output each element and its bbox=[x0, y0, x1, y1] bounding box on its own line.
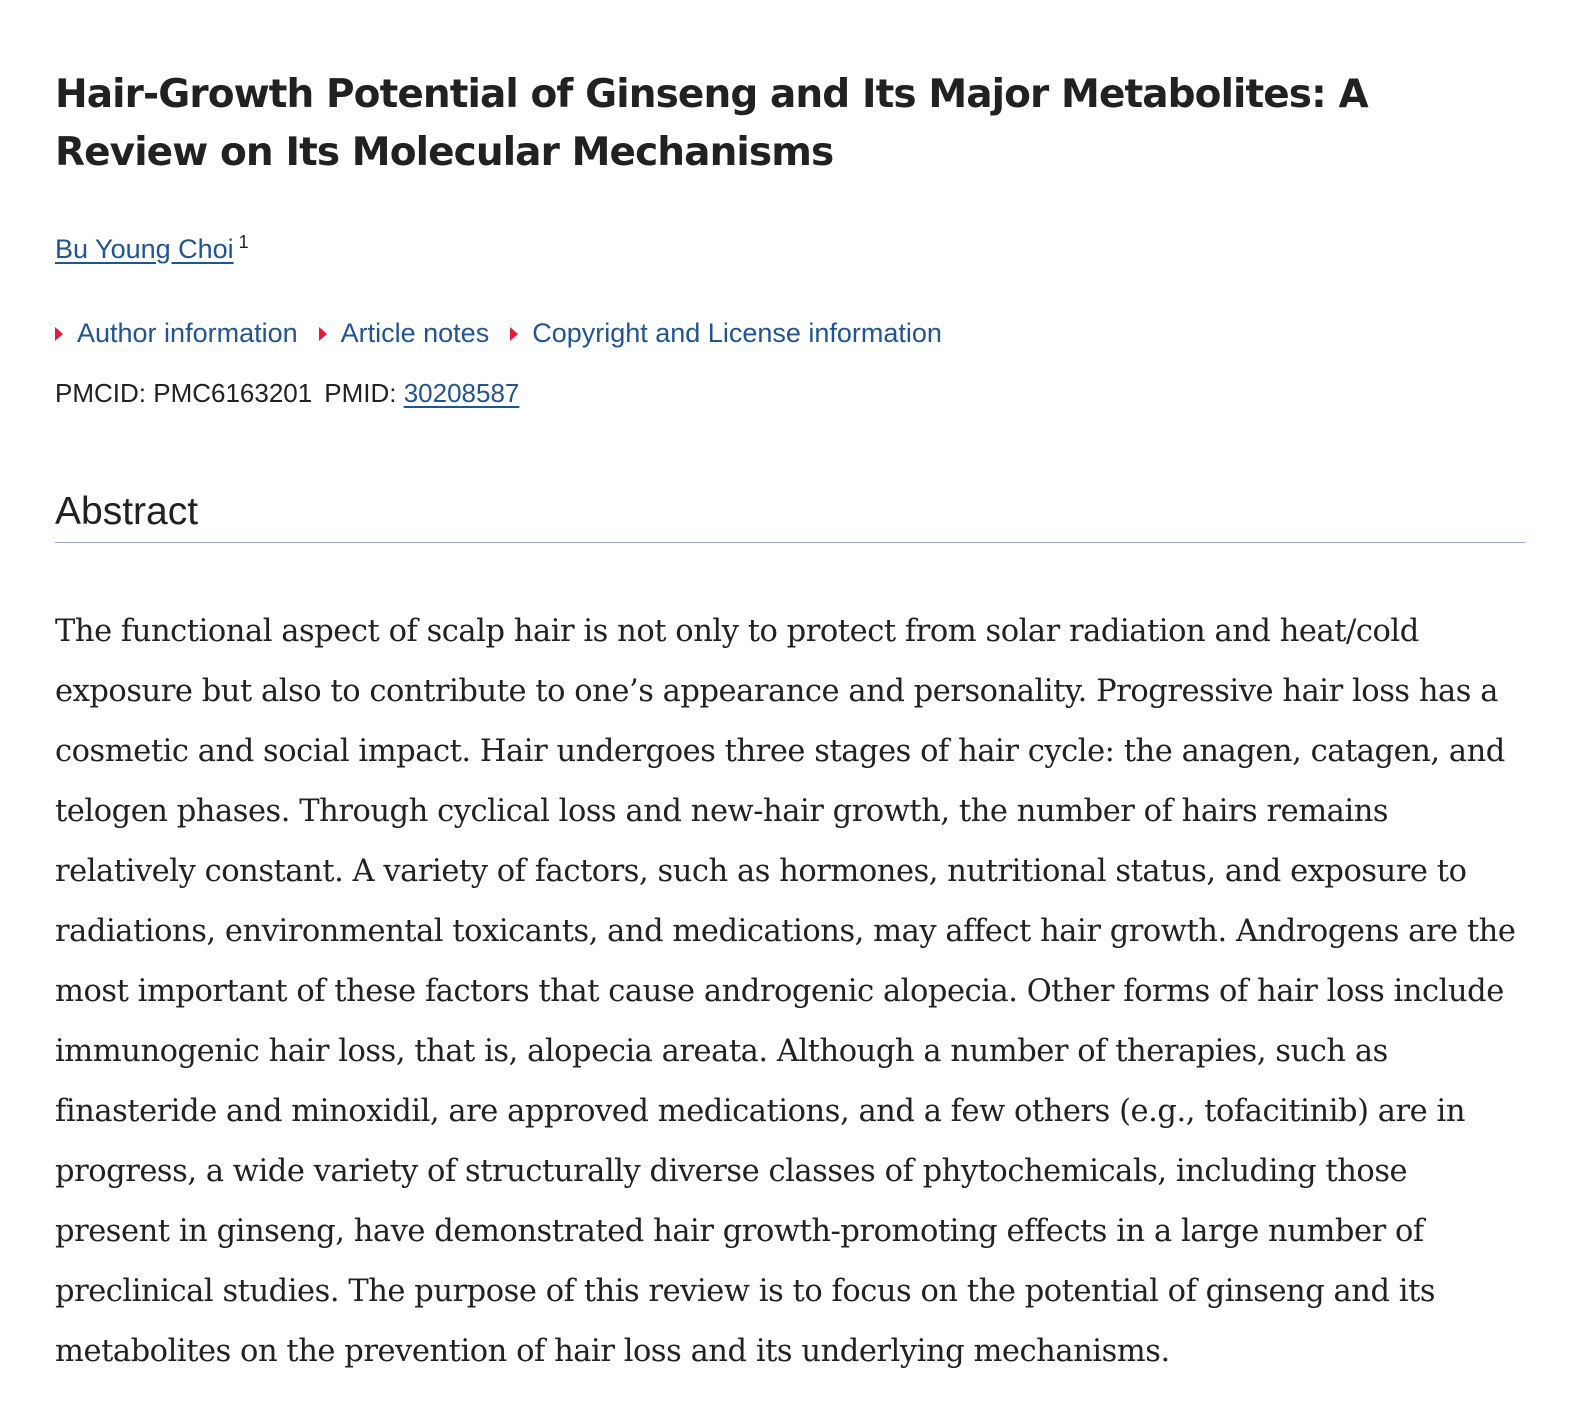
caret-right-icon bbox=[319, 327, 327, 341]
copyright-license-label: Copyright and License information bbox=[532, 318, 942, 348]
abstract-heading: Abstract bbox=[55, 490, 199, 533]
author-list bbox=[55, 222, 249, 269]
article-notes-toggle[interactable] bbox=[319, 314, 490, 352]
article-info-links bbox=[55, 314, 963, 352]
affiliation-marker: 1 bbox=[238, 232, 249, 252]
article-identifiers bbox=[55, 374, 519, 412]
article-notes-label: Article notes bbox=[340, 318, 490, 348]
pmcid-label: PMCID: bbox=[55, 378, 146, 408]
caret-right-icon bbox=[55, 327, 63, 341]
pmid-link[interactable]: 30208587 bbox=[403, 378, 520, 408]
pmid-label: PMID: bbox=[324, 378, 397, 408]
author-information-toggle[interactable] bbox=[55, 314, 298, 352]
copyright-license-toggle[interactable] bbox=[510, 314, 942, 352]
caret-right-icon bbox=[510, 327, 518, 341]
abstract-text: The functional aspect of scalp hair is not only to protect from solar radiation and heat/cold exposure but also to contribute to one’s appearance and personality. Progressive hair loss has a cosmetic and social impact. Hair undergoes three stages of hair cycle: the anagen, catagen, and telogen phases. Through cyclical loss and new-hair growth, the number of hairs remains relatively constant. A variety of factors, such as hormones, nutritional status, and exposure to radiations, environmental toxicants, and medications, may affect hair growth. Androgens are the most important of these factors that cause androgenic alopecia. Other forms of hair loss include immunogenic hair loss, that is, alopecia areata. Although a number of therapies, such as finasteride and minoxidil, are approved medications, and a few others (e.g., tofacitinib) are in progress, a wide variety of structurally diverse classes of phytochemicals, including those present in ginseng, have demonstrated hair growth-promoting effects in a large number of preclinical studies. The purpose of this review is to focus on the potential of ginseng and its metabolites on the prevention of hair loss and its underlying mechanisms. bbox=[55, 614, 1516, 1369]
pmcid-value: PMC6163201 bbox=[153, 378, 313, 408]
section-divider bbox=[55, 542, 1525, 543]
author-information-label: Author information bbox=[77, 318, 298, 348]
article-title: Hair-Growth Potential of Ginseng and Its Major Metabolites: A Review on Its Molecular Mechanisms bbox=[55, 72, 1368, 175]
author-link[interactable]: Bu Young Choi bbox=[55, 234, 234, 264]
